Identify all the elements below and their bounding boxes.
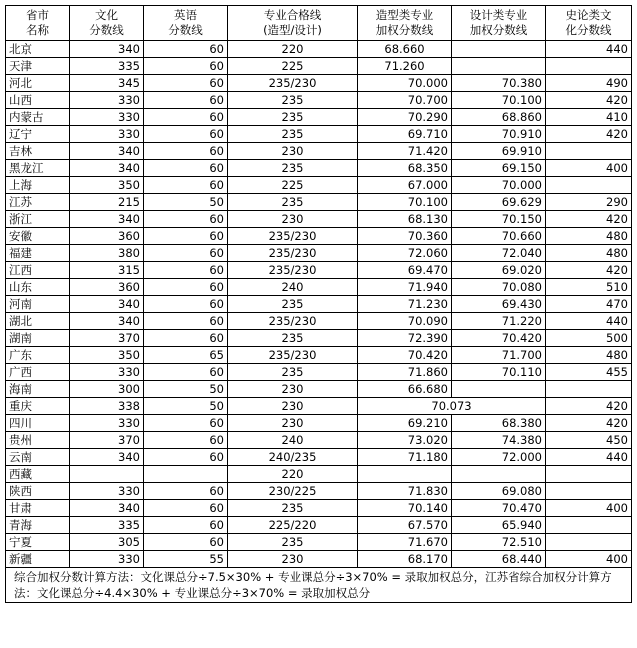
table-row bbox=[6, 483, 632, 500]
design-weighted-cell bbox=[452, 58, 546, 75]
modeling-weighted-cell: 66.680 bbox=[358, 381, 452, 398]
major-pass-line-cell: 230 bbox=[228, 143, 358, 160]
column-header-line: 加权分数线 bbox=[469, 23, 528, 37]
major-pass-line-cell: 220 bbox=[228, 466, 358, 483]
column-header-line: (造型/设计) bbox=[263, 23, 322, 37]
major-pass-line-cell: 235/230 bbox=[228, 347, 358, 364]
table-row bbox=[6, 466, 632, 483]
province-cell: 山西 bbox=[6, 92, 70, 109]
column-header-line: 文化 bbox=[95, 8, 118, 22]
province-cell: 河北 bbox=[6, 75, 70, 92]
culture-score-cell: 330 bbox=[70, 364, 144, 381]
province-cell: 甘肃 bbox=[6, 500, 70, 517]
table-row bbox=[6, 194, 632, 211]
english-score-cell: 60 bbox=[144, 262, 228, 279]
theory-culture-cell bbox=[546, 177, 632, 194]
english-score-cell: 60 bbox=[144, 160, 228, 177]
theory-culture-cell: 500 bbox=[546, 330, 632, 347]
english-score-cell: 60 bbox=[144, 228, 228, 245]
modeling-weighted-cell: 71.670 bbox=[358, 534, 452, 551]
table-row bbox=[6, 177, 632, 194]
modeling-weighted-cell: 68.130 bbox=[358, 211, 452, 228]
column-header-line: 名称 bbox=[26, 23, 49, 37]
design-weighted-cell: 71.700 bbox=[452, 347, 546, 364]
table-row bbox=[6, 500, 632, 517]
english-score-cell: 60 bbox=[144, 126, 228, 143]
culture-score-cell: 340 bbox=[70, 160, 144, 177]
modeling-weighted-cell: 70.700 bbox=[358, 92, 452, 109]
major-pass-line-cell: 235/230 bbox=[228, 245, 358, 262]
culture-score-cell: 340 bbox=[70, 500, 144, 517]
english-score-cell: 60 bbox=[144, 211, 228, 228]
column-header-line: 史论类文 bbox=[565, 8, 612, 22]
province-cell: 云南 bbox=[6, 449, 70, 466]
province-cell: 北京 bbox=[6, 41, 70, 58]
modeling-weighted-cell: 70.000 bbox=[358, 75, 452, 92]
province-cell: 河南 bbox=[6, 296, 70, 313]
design-weighted-cell: 69.080 bbox=[452, 483, 546, 500]
theory-culture-cell: 455 bbox=[546, 364, 632, 381]
english-score-cell: 60 bbox=[144, 143, 228, 160]
design-weighted-cell bbox=[452, 41, 546, 58]
theory-culture-cell bbox=[546, 483, 632, 500]
major-pass-line-cell: 240/235 bbox=[228, 449, 358, 466]
province-cell: 江西 bbox=[6, 262, 70, 279]
english-score-cell: 60 bbox=[144, 245, 228, 262]
column-header-line: 分数线 bbox=[89, 23, 124, 37]
theory-culture-cell bbox=[546, 381, 632, 398]
design-weighted-cell: 72.040 bbox=[452, 245, 546, 262]
culture-score-cell: 305 bbox=[70, 534, 144, 551]
major-pass-line-cell: 230 bbox=[228, 381, 358, 398]
major-pass-line-cell: 235/230 bbox=[228, 313, 358, 330]
header-row bbox=[6, 6, 632, 41]
column-header-line: 省市 bbox=[26, 8, 49, 22]
column-header-line: 英语 bbox=[174, 8, 197, 22]
theory-culture-cell: 420 bbox=[546, 415, 632, 432]
modeling-weighted-cell: 71.230 bbox=[358, 296, 452, 313]
column-header-line: 造型类专业 bbox=[375, 8, 434, 22]
major-pass-line-cell: 235 bbox=[228, 126, 358, 143]
theory-culture-cell bbox=[546, 517, 632, 534]
major-pass-line-cell: 225/220 bbox=[228, 517, 358, 534]
design-weighted-cell: 70.000 bbox=[452, 177, 546, 194]
design-weighted-cell: 68.440 bbox=[452, 551, 546, 568]
design-weighted-cell: 74.380 bbox=[452, 432, 546, 449]
province-cell: 青海 bbox=[6, 517, 70, 534]
modeling-weighted-cell: 69.210 bbox=[358, 415, 452, 432]
design-weighted-cell: 70.100 bbox=[452, 92, 546, 109]
note-row bbox=[6, 568, 632, 603]
major-pass-line-cell: 230 bbox=[228, 398, 358, 415]
design-weighted-cell: 72.000 bbox=[452, 449, 546, 466]
table-row bbox=[6, 313, 632, 330]
culture-score-cell: 340 bbox=[70, 296, 144, 313]
english-score-cell: 60 bbox=[144, 449, 228, 466]
culture-score-cell: 335 bbox=[70, 517, 144, 534]
culture-score-cell: 330 bbox=[70, 126, 144, 143]
culture-score-cell: 338 bbox=[70, 398, 144, 415]
design-weighted-cell: 69.150 bbox=[452, 160, 546, 177]
theory-culture-cell: 480 bbox=[546, 245, 632, 262]
province-cell: 陕西 bbox=[6, 483, 70, 500]
design-weighted-cell: 70.150 bbox=[452, 211, 546, 228]
english-score-cell: 60 bbox=[144, 534, 228, 551]
modeling-weighted-cell: 68.660 bbox=[358, 41, 452, 58]
modeling-weighted-cell: 69.470 bbox=[358, 262, 452, 279]
column-header bbox=[70, 6, 144, 41]
column-header bbox=[144, 6, 228, 41]
modeling-weighted-cell bbox=[358, 466, 452, 483]
theory-culture-cell: 420 bbox=[546, 262, 632, 279]
english-score-cell: 60 bbox=[144, 75, 228, 92]
theory-culture-cell: 290 bbox=[546, 194, 632, 211]
province-cell: 安徽 bbox=[6, 228, 70, 245]
english-score-cell: 60 bbox=[144, 109, 228, 126]
english-score-cell: 60 bbox=[144, 517, 228, 534]
theory-culture-cell: 510 bbox=[546, 279, 632, 296]
design-weighted-cell: 70.420 bbox=[452, 330, 546, 347]
culture-score-cell: 380 bbox=[70, 245, 144, 262]
table-row bbox=[6, 364, 632, 381]
culture-score-cell: 370 bbox=[70, 330, 144, 347]
table-row bbox=[6, 381, 632, 398]
modeling-weighted-cell: 70.073 bbox=[358, 398, 546, 415]
score-table bbox=[5, 5, 632, 603]
english-score-cell: 55 bbox=[144, 551, 228, 568]
table-row bbox=[6, 41, 632, 58]
english-score-cell: 50 bbox=[144, 194, 228, 211]
major-pass-line-cell: 235/230 bbox=[228, 262, 358, 279]
major-pass-line-cell: 220 bbox=[228, 41, 358, 58]
design-weighted-cell: 65.940 bbox=[452, 517, 546, 534]
culture-score-cell: 215 bbox=[70, 194, 144, 211]
province-cell: 浙江 bbox=[6, 211, 70, 228]
province-cell: 吉林 bbox=[6, 143, 70, 160]
culture-score-cell: 370 bbox=[70, 432, 144, 449]
english-score-cell: 60 bbox=[144, 177, 228, 194]
design-weighted-cell: 69.629 bbox=[452, 194, 546, 211]
culture-score-cell: 330 bbox=[70, 109, 144, 126]
major-pass-line-cell: 235/230 bbox=[228, 75, 358, 92]
theory-culture-cell: 420 bbox=[546, 92, 632, 109]
theory-culture-cell bbox=[546, 534, 632, 551]
theory-culture-cell: 410 bbox=[546, 109, 632, 126]
province-cell: 黑龙江 bbox=[6, 160, 70, 177]
modeling-weighted-cell: 70.090 bbox=[358, 313, 452, 330]
english-score-cell: 50 bbox=[144, 398, 228, 415]
table-row bbox=[6, 58, 632, 75]
design-weighted-cell: 70.910 bbox=[452, 126, 546, 143]
english-score-cell: 60 bbox=[144, 313, 228, 330]
culture-score-cell bbox=[70, 466, 144, 483]
major-pass-line-cell: 235 bbox=[228, 109, 358, 126]
modeling-weighted-cell: 71.830 bbox=[358, 483, 452, 500]
table-row bbox=[6, 160, 632, 177]
design-weighted-cell: 72.510 bbox=[452, 534, 546, 551]
column-header bbox=[6, 6, 70, 41]
major-pass-line-cell: 230 bbox=[228, 551, 358, 568]
table-row bbox=[6, 245, 632, 262]
culture-score-cell: 350 bbox=[70, 177, 144, 194]
major-pass-line-cell: 230 bbox=[228, 211, 358, 228]
culture-score-cell: 330 bbox=[70, 415, 144, 432]
culture-score-cell: 340 bbox=[70, 41, 144, 58]
major-pass-line-cell: 225 bbox=[228, 177, 358, 194]
english-score-cell: 60 bbox=[144, 483, 228, 500]
theory-culture-cell bbox=[546, 143, 632, 160]
table-row bbox=[6, 551, 632, 568]
table-row bbox=[6, 143, 632, 160]
column-header bbox=[546, 6, 632, 41]
score-table-container bbox=[5, 5, 631, 603]
table-row bbox=[6, 262, 632, 279]
table-row bbox=[6, 109, 632, 126]
province-cell: 辽宁 bbox=[6, 126, 70, 143]
design-weighted-cell: 70.660 bbox=[452, 228, 546, 245]
culture-score-cell: 330 bbox=[70, 483, 144, 500]
table-row bbox=[6, 534, 632, 551]
english-score-cell: 60 bbox=[144, 432, 228, 449]
table-row bbox=[6, 296, 632, 313]
design-weighted-cell: 69.020 bbox=[452, 262, 546, 279]
culture-score-cell: 350 bbox=[70, 347, 144, 364]
column-header bbox=[452, 6, 546, 41]
column-header-line: 专业合格线 bbox=[263, 8, 322, 22]
english-score-cell: 60 bbox=[144, 364, 228, 381]
major-pass-line-cell: 230 bbox=[228, 415, 358, 432]
province-cell: 重庆 bbox=[6, 398, 70, 415]
theory-culture-cell: 440 bbox=[546, 41, 632, 58]
english-score-cell: 60 bbox=[144, 330, 228, 347]
modeling-weighted-cell: 70.100 bbox=[358, 194, 452, 211]
culture-score-cell: 335 bbox=[70, 58, 144, 75]
modeling-weighted-cell: 70.360 bbox=[358, 228, 452, 245]
design-weighted-cell: 69.910 bbox=[452, 143, 546, 160]
english-score-cell: 60 bbox=[144, 279, 228, 296]
province-cell: 四川 bbox=[6, 415, 70, 432]
modeling-weighted-cell: 71.420 bbox=[358, 143, 452, 160]
english-score-cell: 65 bbox=[144, 347, 228, 364]
province-cell: 福建 bbox=[6, 245, 70, 262]
table-row bbox=[6, 228, 632, 245]
theory-culture-cell: 420 bbox=[546, 398, 632, 415]
table-body bbox=[6, 41, 632, 568]
major-pass-line-cell: 235/230 bbox=[228, 228, 358, 245]
major-pass-line-cell: 230/225 bbox=[228, 483, 358, 500]
design-weighted-cell: 71.220 bbox=[452, 313, 546, 330]
table-row bbox=[6, 347, 632, 364]
major-pass-line-cell: 225 bbox=[228, 58, 358, 75]
design-weighted-cell: 70.080 bbox=[452, 279, 546, 296]
theory-culture-cell bbox=[546, 466, 632, 483]
table-row bbox=[6, 211, 632, 228]
modeling-weighted-cell: 72.060 bbox=[358, 245, 452, 262]
english-score-cell: 60 bbox=[144, 415, 228, 432]
design-weighted-cell bbox=[452, 381, 546, 398]
modeling-weighted-cell: 71.940 bbox=[358, 279, 452, 296]
column-header-line: 加权分数线 bbox=[375, 23, 434, 37]
culture-score-cell: 315 bbox=[70, 262, 144, 279]
theory-culture-cell: 450 bbox=[546, 432, 632, 449]
english-score-cell bbox=[144, 466, 228, 483]
culture-score-cell: 360 bbox=[70, 279, 144, 296]
table-row bbox=[6, 415, 632, 432]
province-cell: 上海 bbox=[6, 177, 70, 194]
province-cell: 江苏 bbox=[6, 194, 70, 211]
modeling-weighted-cell: 71.860 bbox=[358, 364, 452, 381]
table-row bbox=[6, 517, 632, 534]
modeling-weighted-cell: 73.020 bbox=[358, 432, 452, 449]
design-weighted-cell: 68.860 bbox=[452, 109, 546, 126]
province-cell: 贵州 bbox=[6, 432, 70, 449]
province-cell: 内蒙古 bbox=[6, 109, 70, 126]
province-cell: 天津 bbox=[6, 58, 70, 75]
major-pass-line-cell: 235 bbox=[228, 534, 358, 551]
culture-score-cell: 330 bbox=[70, 92, 144, 109]
culture-score-cell: 340 bbox=[70, 143, 144, 160]
design-weighted-cell: 68.380 bbox=[452, 415, 546, 432]
modeling-weighted-cell: 70.420 bbox=[358, 347, 452, 364]
theory-culture-cell: 400 bbox=[546, 160, 632, 177]
modeling-weighted-cell: 70.290 bbox=[358, 109, 452, 126]
table-row bbox=[6, 279, 632, 296]
english-score-cell: 50 bbox=[144, 381, 228, 398]
province-cell: 湖南 bbox=[6, 330, 70, 347]
english-score-cell: 60 bbox=[144, 92, 228, 109]
modeling-weighted-cell: 72.390 bbox=[358, 330, 452, 347]
table-row bbox=[6, 75, 632, 92]
major-pass-line-cell: 235 bbox=[228, 330, 358, 347]
major-pass-line-cell: 240 bbox=[228, 432, 358, 449]
province-cell: 西藏 bbox=[6, 466, 70, 483]
theory-culture-cell: 480 bbox=[546, 347, 632, 364]
design-weighted-cell: 70.110 bbox=[452, 364, 546, 381]
province-cell: 宁夏 bbox=[6, 534, 70, 551]
table-row bbox=[6, 432, 632, 449]
theory-culture-cell: 470 bbox=[546, 296, 632, 313]
modeling-weighted-cell: 70.140 bbox=[358, 500, 452, 517]
calculation-note: 综合加权分数计算方法：文化课总分÷7.5×30% + 专业课总分÷3×70% = 录取加权总分，江苏省综合加权分计算方法：文化课总分÷4.4×30% + 专业课总分÷3×70% = 录取加权总分 bbox=[6, 568, 632, 603]
table-row bbox=[6, 126, 632, 143]
modeling-weighted-cell: 69.710 bbox=[358, 126, 452, 143]
column-header-line: 化分数线 bbox=[565, 23, 612, 37]
english-score-cell: 60 bbox=[144, 500, 228, 517]
column-header-line: 设计类专业 bbox=[469, 8, 528, 22]
major-pass-line-cell: 235 bbox=[228, 500, 358, 517]
table-row bbox=[6, 330, 632, 347]
english-score-cell: 60 bbox=[144, 296, 228, 313]
modeling-weighted-cell: 71.260 bbox=[358, 58, 452, 75]
province-cell: 海南 bbox=[6, 381, 70, 398]
culture-score-cell: 340 bbox=[70, 313, 144, 330]
design-weighted-cell bbox=[452, 466, 546, 483]
table-header bbox=[6, 6, 632, 41]
culture-score-cell: 330 bbox=[70, 551, 144, 568]
theory-culture-cell: 440 bbox=[546, 449, 632, 466]
theory-culture-cell: 420 bbox=[546, 126, 632, 143]
province-cell: 山东 bbox=[6, 279, 70, 296]
culture-score-cell: 300 bbox=[70, 381, 144, 398]
column-header-line: 分数线 bbox=[168, 23, 203, 37]
table-row bbox=[6, 398, 632, 415]
culture-score-cell: 340 bbox=[70, 449, 144, 466]
english-score-cell: 60 bbox=[144, 41, 228, 58]
modeling-weighted-cell: 67.570 bbox=[358, 517, 452, 534]
column-header bbox=[228, 6, 358, 41]
major-pass-line-cell: 235 bbox=[228, 160, 358, 177]
province-cell: 湖北 bbox=[6, 313, 70, 330]
table-row bbox=[6, 92, 632, 109]
province-cell: 广西 bbox=[6, 364, 70, 381]
design-weighted-cell: 70.470 bbox=[452, 500, 546, 517]
major-pass-line-cell: 235 bbox=[228, 92, 358, 109]
major-pass-line-cell: 235 bbox=[228, 296, 358, 313]
province-cell: 广东 bbox=[6, 347, 70, 364]
theory-culture-cell bbox=[546, 58, 632, 75]
modeling-weighted-cell: 71.180 bbox=[358, 449, 452, 466]
design-weighted-cell: 69.430 bbox=[452, 296, 546, 313]
column-header bbox=[358, 6, 452, 41]
theory-culture-cell: 400 bbox=[546, 500, 632, 517]
design-weighted-cell: 70.380 bbox=[452, 75, 546, 92]
major-pass-line-cell: 240 bbox=[228, 279, 358, 296]
major-pass-line-cell: 235 bbox=[228, 194, 358, 211]
theory-culture-cell: 480 bbox=[546, 228, 632, 245]
modeling-weighted-cell: 67.000 bbox=[358, 177, 452, 194]
modeling-weighted-cell: 68.350 bbox=[358, 160, 452, 177]
modeling-weighted-cell: 68.170 bbox=[358, 551, 452, 568]
english-score-cell: 60 bbox=[144, 58, 228, 75]
theory-culture-cell: 400 bbox=[546, 551, 632, 568]
theory-culture-cell: 490 bbox=[546, 75, 632, 92]
culture-score-cell: 360 bbox=[70, 228, 144, 245]
table-row bbox=[6, 449, 632, 466]
province-cell: 新疆 bbox=[6, 551, 70, 568]
major-pass-line-cell: 235 bbox=[228, 364, 358, 381]
culture-score-cell: 345 bbox=[70, 75, 144, 92]
theory-culture-cell: 420 bbox=[546, 211, 632, 228]
culture-score-cell: 340 bbox=[70, 211, 144, 228]
theory-culture-cell: 440 bbox=[546, 313, 632, 330]
